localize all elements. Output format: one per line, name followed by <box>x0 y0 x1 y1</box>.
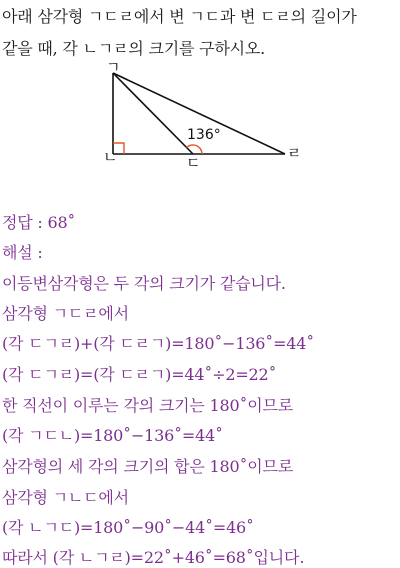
triangle-figure <box>0 0 400 200</box>
edge-inner-cevian <box>113 73 193 154</box>
vertex-label-bottom-mid: ㄷ <box>186 154 201 172</box>
vertex-label-bottom-left: ㄴ <box>103 148 118 166</box>
question-line-2: 같을 때, 각 ㄴㄱㄹ의 크기를 구하시오. <box>2 39 266 58</box>
solution-line-5: 한 직선이 이루는 각의 크기는 180˚이므로 <box>2 396 294 415</box>
vertex-label-top: ㄱ <box>106 58 121 76</box>
solution-line-6: (각 ㄱㄷㄴ)=180˚−136˚=44˚ <box>2 426 223 445</box>
solution-line-10: 따라서 (각 ㄴㄱㄹ)=22˚+46˚=68˚입니다. <box>2 548 305 567</box>
question-line-1: 아래 삼각형 ㄱㄷㄹ에서 변 ㄱㄷ과 변 ㄷㄹ의 길이가 <box>2 7 357 26</box>
solution-line-8: 삼각형 ㄱㄴㄷ에서 <box>2 488 129 507</box>
vertex-label-right: ㄹ <box>287 144 302 162</box>
answer-line: 정답 : 68˚ <box>2 213 76 232</box>
explanation-heading: 해설 : <box>2 243 43 262</box>
solution-line-2: 삼각형 ㄱㄷㄹ에서 <box>2 304 129 323</box>
solution-line-9: (각 ㄴㄱㄷ)=180˚−90˚−44˚=46˚ <box>2 518 254 537</box>
angle-label: 136° <box>187 127 221 143</box>
solution-line-7: 삼각형의 세 각의 크기의 합은 180˚이므로 <box>2 457 294 476</box>
solution-line-3: (각 ㄷㄱㄹ)+(각 ㄷㄹㄱ)=180˚−136˚=44˚ <box>2 334 315 353</box>
solution-line-4: (각 ㄷㄱㄹ)=(각 ㄷㄹㄱ)=44˚÷2=22˚ <box>2 365 277 384</box>
solution-line-1: 이등변삼각형은 두 각의 크기가 같습니다. <box>2 274 286 293</box>
